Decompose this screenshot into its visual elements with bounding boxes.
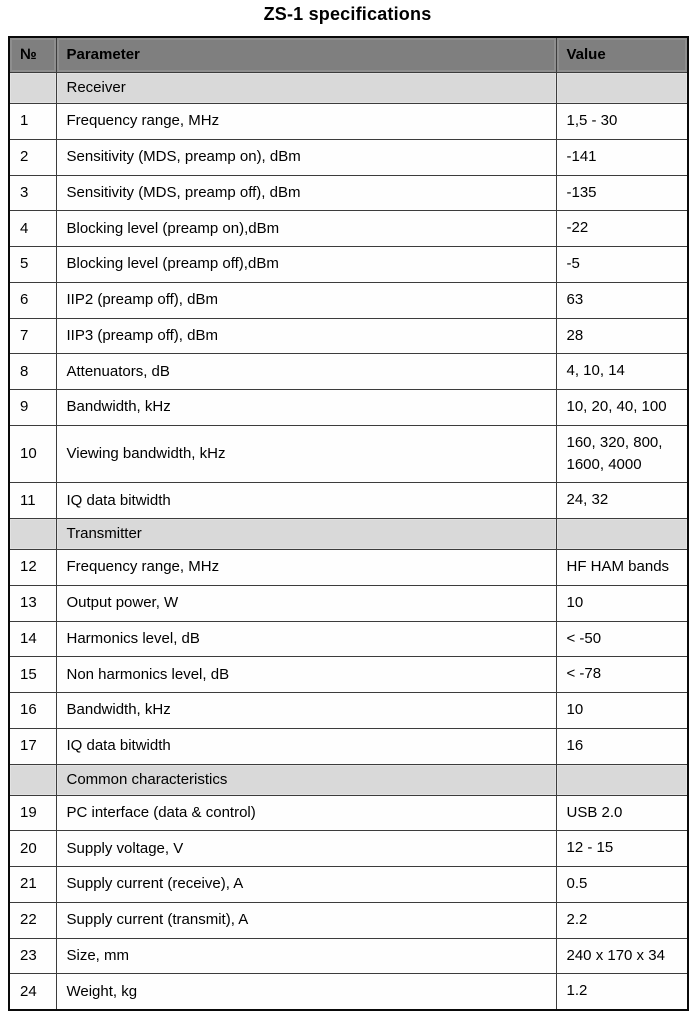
column-header-value: Value [556, 37, 688, 73]
row-number-cell: 7 [9, 318, 56, 354]
row-number-cell: 11 [9, 483, 56, 519]
value-cell: < -50 [556, 621, 688, 657]
row-number-cell: 3 [9, 175, 56, 211]
parameter-cell: IIP3 (preamp off), dBm [56, 318, 556, 354]
section-title: Common characteristics [56, 764, 556, 795]
spec-row [9, 867, 688, 903]
parameter-cell: Output power, W [56, 585, 556, 621]
parameter-cell: Bandwidth, kHz [56, 390, 556, 426]
spec-row [9, 211, 688, 247]
row-number-cell: 17 [9, 728, 56, 764]
parameter-cell: Non harmonics level, dB [56, 657, 556, 693]
row-number-cell: 5 [9, 247, 56, 283]
section-value-cell [556, 764, 688, 795]
parameter-cell: Frequency range, MHz [56, 104, 556, 140]
value-cell: 16 [556, 728, 688, 764]
row-number-cell: 19 [9, 795, 56, 831]
value-cell: 4, 10, 14 [556, 354, 688, 390]
section-value-cell [556, 73, 688, 104]
spec-row [9, 282, 688, 318]
value-cell: -22 [556, 211, 688, 247]
row-number-cell: 13 [9, 585, 56, 621]
spec-row [9, 831, 688, 867]
parameter-cell: Weight, kg [56, 974, 556, 1010]
section-number-cell [9, 764, 56, 795]
spec-row [9, 390, 688, 426]
spec-row [9, 795, 688, 831]
row-number-cell: 16 [9, 693, 56, 729]
parameter-cell: Supply current (transmit), A [56, 902, 556, 938]
spec-row [9, 657, 688, 693]
section-number-cell [9, 519, 56, 550]
value-cell: 10 [556, 585, 688, 621]
parameter-cell: Blocking level (preamp on),dBm [56, 211, 556, 247]
spec-row [9, 483, 688, 519]
section-row-receiver [9, 73, 688, 104]
parameter-cell: PC interface (data & control) [56, 795, 556, 831]
value-cell: 12 - 15 [556, 831, 688, 867]
value-cell: < -78 [556, 657, 688, 693]
table-header-row [9, 37, 688, 73]
section-number-cell [9, 73, 56, 104]
row-number-cell: 20 [9, 831, 56, 867]
parameter-cell: IQ data bitwidth [56, 483, 556, 519]
row-number-cell: 2 [9, 139, 56, 175]
value-cell: 10, 20, 40, 100 [556, 390, 688, 426]
value-cell: USB 2.0 [556, 795, 688, 831]
value-cell: 24, 32 [556, 483, 688, 519]
parameter-cell: Supply current (receive), A [56, 867, 556, 903]
specs-table [8, 36, 689, 1011]
spec-row [9, 550, 688, 586]
parameter-cell: Viewing bandwidth, kHz [56, 425, 556, 483]
spec-row [9, 318, 688, 354]
row-number-cell: 6 [9, 282, 56, 318]
section-title: Transmitter [56, 519, 556, 550]
spec-row [9, 175, 688, 211]
row-number-cell: 9 [9, 390, 56, 426]
value-cell: 0.5 [556, 867, 688, 903]
spec-row [9, 585, 688, 621]
spec-row [9, 938, 688, 974]
parameter-cell: Sensitivity (MDS, preamp on), dBm [56, 139, 556, 175]
spec-row [9, 354, 688, 390]
value-cell: 1.2 [556, 974, 688, 1010]
parameter-cell: Size, mm [56, 938, 556, 974]
row-number-cell: 4 [9, 211, 56, 247]
parameter-cell: Sensitivity (MDS, preamp off), dBm [56, 175, 556, 211]
section-title: Receiver [56, 73, 556, 104]
row-number-cell: 1 [9, 104, 56, 140]
parameter-cell: Attenuators, dB [56, 354, 556, 390]
spec-row [9, 139, 688, 175]
spec-row [9, 104, 688, 140]
value-cell: -5 [556, 247, 688, 283]
column-header-parameter: Parameter [56, 37, 556, 73]
row-number-cell: 15 [9, 657, 56, 693]
parameter-cell: Supply voltage, V [56, 831, 556, 867]
spec-row [9, 974, 688, 1010]
value-cell: 63 [556, 282, 688, 318]
row-number-cell: 8 [9, 354, 56, 390]
parameter-cell: Bandwidth, kHz [56, 693, 556, 729]
value-cell: 240 x 170 x 34 [556, 938, 688, 974]
value-cell: 160, 320, 800, 1600, 4000 [556, 425, 688, 483]
page-title: ZS-1 specifications [263, 4, 432, 24]
parameter-cell: IIP2 (preamp off), dBm [56, 282, 556, 318]
parameter-cell: Frequency range, MHz [56, 550, 556, 586]
spec-row [9, 693, 688, 729]
row-number-cell: 12 [9, 550, 56, 586]
value-cell: 1,5 - 30 [556, 104, 688, 140]
row-number-cell: 22 [9, 902, 56, 938]
parameter-cell: IQ data bitwidth [56, 728, 556, 764]
value-cell: -141 [556, 139, 688, 175]
spec-row [9, 425, 688, 483]
value-cell: HF HAM bands [556, 550, 688, 586]
row-number-cell: 10 [9, 425, 56, 483]
row-number-cell: 24 [9, 974, 56, 1010]
parameter-cell: Harmonics level, dB [56, 621, 556, 657]
parameter-cell: Blocking level (preamp off),dBm [56, 247, 556, 283]
section-row-common-characteristics [9, 764, 688, 795]
spec-row [9, 247, 688, 283]
value-cell: -135 [556, 175, 688, 211]
column-header-number: № [9, 37, 56, 73]
row-number-cell: 14 [9, 621, 56, 657]
row-number-cell: 21 [9, 867, 56, 903]
spec-row [9, 621, 688, 657]
section-value-cell [556, 519, 688, 550]
value-cell: 2.2 [556, 902, 688, 938]
row-number-cell: 23 [9, 938, 56, 974]
section-row-transmitter [9, 519, 688, 550]
value-cell: 10 [556, 693, 688, 729]
value-cell: 28 [556, 318, 688, 354]
spec-row [9, 728, 688, 764]
